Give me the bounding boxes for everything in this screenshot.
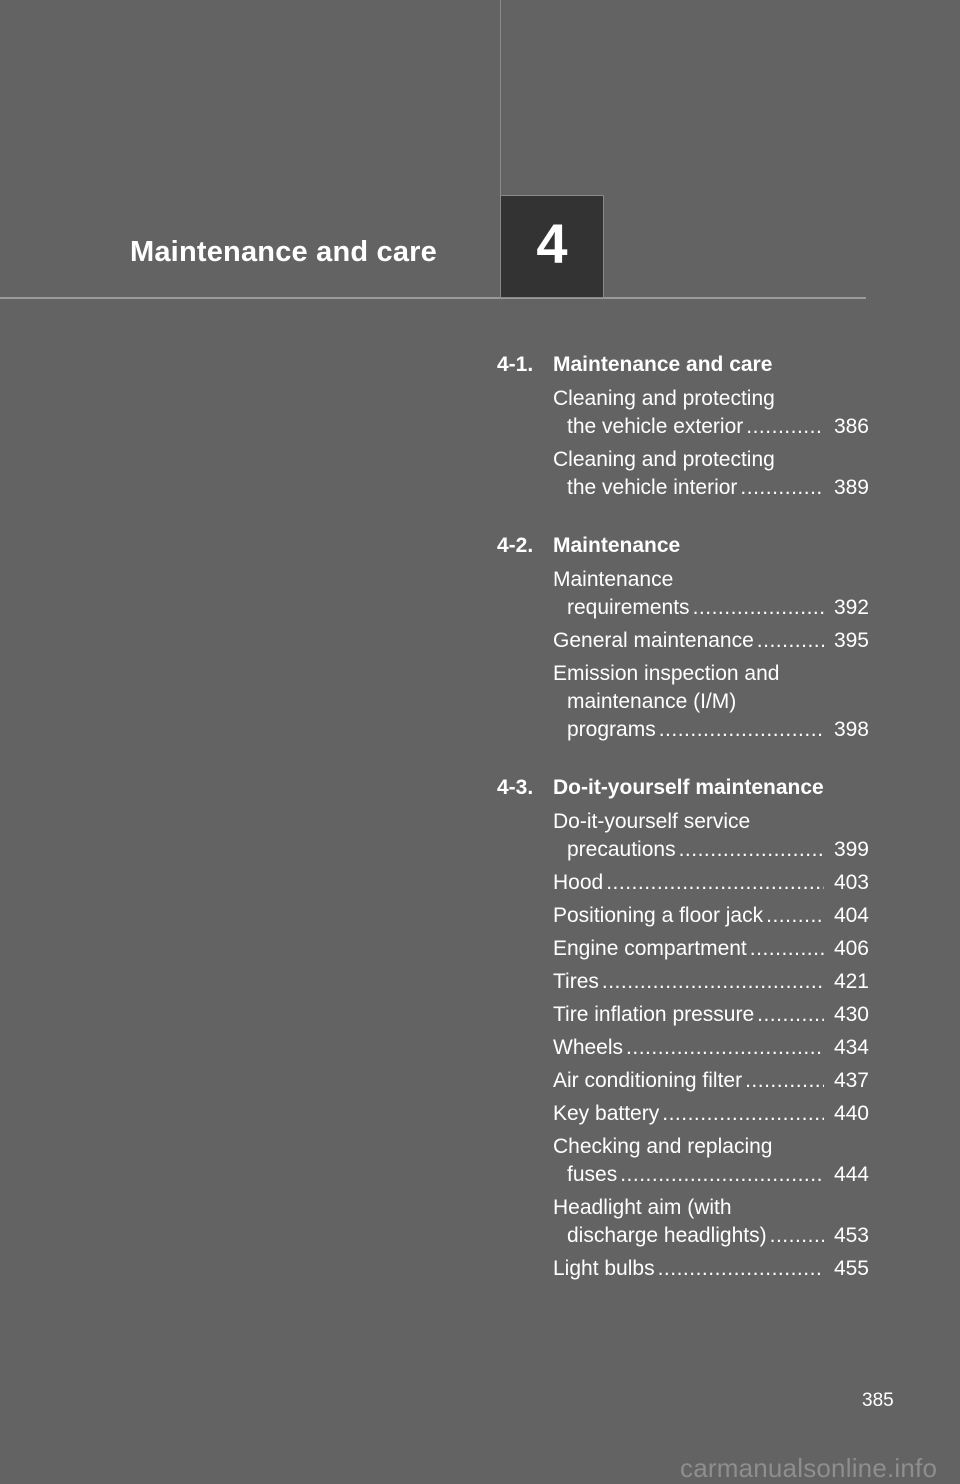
toc-page-number: 399	[833, 838, 869, 861]
toc-page-number: 392	[833, 596, 869, 619]
toc-entry[interactable]	[553, 968, 869, 996]
toc-entry-text: Air conditioning filter	[553, 1069, 743, 1092]
table-of-contents	[497, 350, 869, 1312]
toc-page-number: 440	[833, 1102, 869, 1125]
toc-entry[interactable]	[553, 869, 869, 897]
dot-leader	[659, 716, 824, 744]
toc-entry-line	[553, 836, 869, 864]
toc-entry-line	[553, 1001, 869, 1029]
toc-entry-text: Maintenance	[553, 568, 674, 591]
watermark: carmanualsonline.info	[680, 1453, 938, 1483]
toc-entry-text: Tires	[553, 970, 599, 993]
toc-entry-line	[553, 1161, 869, 1189]
chapter-number: 4	[536, 211, 568, 275]
toc-page-number: 455	[833, 1257, 869, 1280]
section-heading[interactable]	[497, 773, 869, 803]
section-heading[interactable]	[497, 531, 869, 561]
toc-section	[497, 531, 869, 744]
toc-entry[interactable]	[553, 1067, 869, 1095]
dot-leader	[662, 1100, 824, 1128]
toc-page-number: 403	[833, 871, 869, 894]
section-heading[interactable]	[497, 350, 869, 380]
toc-page-number: 437	[833, 1069, 869, 1092]
toc-page-number: 421	[833, 970, 869, 993]
page-number: 385	[862, 1390, 894, 1411]
toc-entry[interactable]	[553, 1034, 869, 1062]
toc-entry-line	[553, 935, 869, 963]
chapter-number-tab	[500, 195, 604, 298]
toc-entry-text: precautions	[567, 838, 676, 861]
toc-page-number: 389	[833, 476, 869, 499]
dot-leader	[746, 413, 824, 441]
dot-leader	[740, 474, 824, 502]
toc-page-number: 404	[833, 904, 869, 927]
toc-page-number: 453	[833, 1224, 869, 1247]
toc-page-number: 406	[833, 937, 869, 960]
toc-page-number: 430	[833, 1003, 869, 1026]
toc-page-number: 434	[833, 1036, 869, 1059]
dot-leader	[766, 902, 824, 930]
toc-entry-line	[553, 968, 869, 996]
toc-entry-line	[553, 474, 869, 502]
dot-leader	[606, 869, 824, 897]
toc-entry-line	[553, 627, 869, 655]
toc-section	[497, 773, 869, 1283]
toc-page-number: 444	[833, 1163, 869, 1186]
dot-leader	[693, 594, 824, 622]
toc-entry-text: Positioning a floor jack	[553, 904, 764, 927]
toc-entry-text: Do-it-yourself service	[553, 810, 751, 833]
toc-entry-line	[553, 385, 869, 413]
section-number: 4-2.	[497, 534, 534, 557]
toc-entry-line	[553, 688, 869, 716]
toc-entry[interactable]	[553, 446, 869, 502]
toc-page-number: 386	[833, 415, 869, 438]
toc-entry-line	[553, 446, 869, 474]
toc-entry-text: programs	[567, 718, 656, 741]
toc-entry[interactable]	[553, 808, 869, 864]
dot-leader	[745, 1067, 824, 1095]
toc-entry[interactable]	[553, 660, 869, 744]
toc-entry-text: Cleaning and protecting	[553, 387, 775, 410]
dot-leader	[602, 968, 824, 996]
toc-entry-line	[553, 1194, 869, 1222]
toc-entry-text: Headlight aim (with	[553, 1196, 732, 1219]
toc-entry[interactable]	[553, 935, 869, 963]
toc-entry-text: fuses	[567, 1163, 618, 1186]
dot-leader	[770, 1222, 824, 1250]
toc-entry-line	[553, 869, 869, 897]
toc-entry-text: Cleaning and protecting	[553, 448, 775, 471]
section-title: Maintenance and care	[553, 353, 773, 376]
toc-entry-line	[553, 808, 869, 836]
toc-entry-text: Hood	[553, 871, 604, 894]
toc-entry-text: Emission inspection and	[553, 662, 780, 685]
toc-entry-line	[553, 1255, 869, 1283]
section-title: Maintenance	[553, 534, 681, 557]
dot-leader	[658, 1255, 824, 1283]
toc-entry[interactable]	[553, 902, 869, 930]
toc-entry[interactable]	[553, 1194, 869, 1250]
toc-entry-text: the vehicle interior	[567, 476, 738, 499]
toc-entry-line	[553, 660, 869, 688]
toc-entry-line	[553, 1133, 869, 1161]
header-horizontal-rule	[0, 297, 866, 299]
toc-entry-line	[553, 716, 869, 744]
toc-entry-text: Key battery	[553, 1102, 660, 1125]
dot-leader	[679, 836, 824, 864]
toc-entry-line	[553, 1100, 869, 1128]
toc-entry-line	[553, 566, 869, 594]
toc-entry[interactable]	[553, 1255, 869, 1283]
toc-entry-line	[553, 1222, 869, 1250]
toc-entry-line	[553, 902, 869, 930]
toc-entry-text: Tire inflation pressure	[553, 1003, 755, 1026]
toc-entry-line	[553, 413, 869, 441]
toc-entry-text: maintenance (I/M)	[567, 690, 737, 713]
dot-leader	[620, 1161, 824, 1189]
toc-section	[497, 350, 869, 502]
section-number: 4-3.	[497, 776, 534, 799]
dot-leader	[626, 1034, 824, 1062]
toc-entry-text: Wheels	[553, 1036, 624, 1059]
toc-entry-text: discharge headlights)	[567, 1224, 767, 1247]
section-title: Do-it-yourself maintenance	[553, 776, 824, 799]
toc-page-number: 398	[833, 718, 869, 741]
toc-entry-text: Engine compartment	[553, 937, 747, 960]
toc-entry-line	[553, 1067, 869, 1095]
toc-entry-line	[553, 1034, 869, 1062]
dot-leader	[757, 627, 824, 655]
toc-entry-text: Light bulbs	[553, 1257, 655, 1280]
toc-entry-text: General maintenance	[553, 629, 754, 652]
toc-entry[interactable]	[553, 566, 869, 622]
chapter-title: Maintenance and care	[130, 236, 437, 268]
toc-entry-text: requirements	[567, 596, 690, 619]
toc-entry[interactable]	[553, 627, 869, 655]
dot-leader	[757, 1001, 824, 1029]
toc-entry[interactable]	[553, 1001, 869, 1029]
toc-entry[interactable]	[553, 1100, 869, 1128]
dot-leader	[750, 935, 824, 963]
section-number: 4-1.	[497, 353, 534, 376]
toc-entry[interactable]	[553, 385, 869, 441]
toc-entry-text: the vehicle exterior	[567, 415, 744, 438]
toc-entry[interactable]	[553, 1133, 869, 1189]
toc-entry-line	[553, 594, 869, 622]
toc-page-number: 395	[833, 629, 869, 652]
toc-entry-text: Checking and replacing	[553, 1135, 773, 1158]
